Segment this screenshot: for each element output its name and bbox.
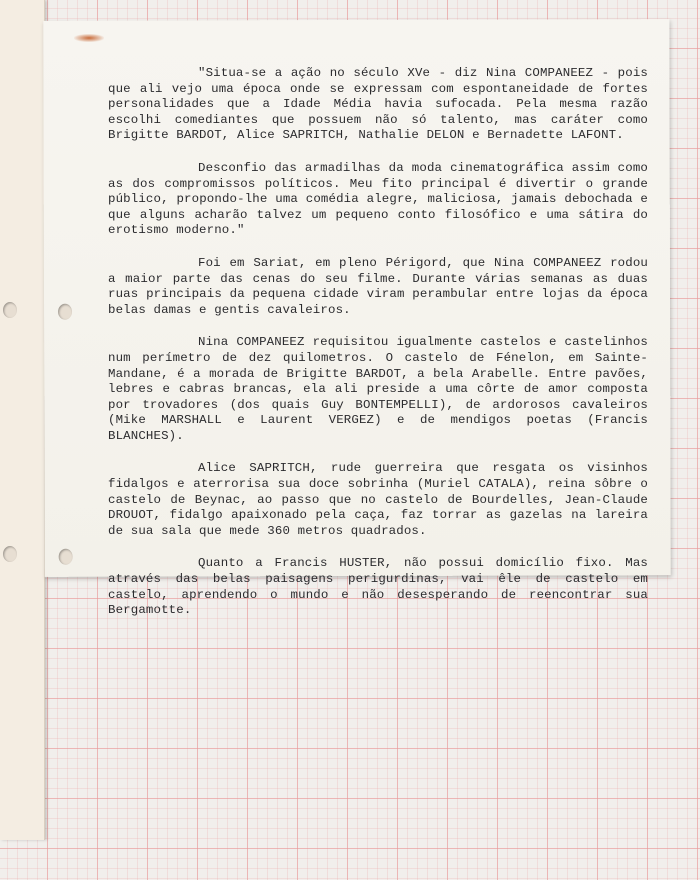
typewritten-text: [108, 66, 648, 636]
paragraph-1: [108, 66, 648, 144]
punch-hole: [3, 546, 17, 562]
paragraph-6: [108, 556, 648, 618]
punch-hole: [59, 549, 73, 565]
paragraph-5: [108, 461, 648, 539]
punch-hole: [3, 302, 17, 318]
rust-mark: [74, 34, 104, 42]
punch-hole: [58, 304, 72, 320]
paragraph-3: [108, 256, 648, 318]
paragraph-text: Foi em Sariat, em pleno Périgord, que Nina COMPANEEZ rodou a maior parte das cenas do seu filme. Durante várias semanas as duas ruas principais da pequena cidade viram perambular entre lojas da época belas damas e gentis cavaleiros.: [108, 255, 648, 317]
paragraph-text: Alice SAPRITCH, rude guerreira que resgata os visinhos fidalgos e aterrorisa sua doce sobrinha (Muriel CATALA), reina sôbre o castelo de Beynac, ao passo que no castelo de Bourdelles, Jean-Claude DROUOT, fidalgo apaixonado pela caça, faz torrar as gazelas na lareira de sua sala que mede 360 metros quadrados.: [108, 461, 648, 538]
paragraph-text: Desconfio das armadilhas da moda cinematográfica assim como as dos compromissos políticos. Meu fito principal é divertir o grande público, propondo-lhe uma comédia alegre, maliciosa, jamais debochada e que alguns acharão talvez um pequeno conto filosófico e uma sátira do erotismo moderno.": [108, 160, 648, 238]
paragraph-text: "Situa-se a ação no século XVe - diz Nina COMPANEEZ - pois que ali vejo uma época onde se expressam com espontaneidade de fortes personalidades que a Idade Média havia sufocada. Pela mesma razão escolhi comediantes que possuem não só talento, mas caráter como Brigitte BARDOT, Alice SAPRITCH, Nathalie DELON e Bernadette LAFONT.: [108, 66, 648, 143]
left-paper-sheet: [0, 0, 45, 840]
paragraph-text: Nina COMPANEEZ requisitou igualmente castelos e castelinhos num perímetro de dez quilometros. O castelo de Fénelon, em Sainte-Mandane, é a morada de Brigitte BARDOT, a bela Arabelle. Entre pavões, lebres e cabras brancas, ela ali preside a uma côrte de amor composta por trovadores (dos quais Guy BONTEMPELLI), de ardorosos cavaleiros (Mike MARSHALL e Laurent VERGEZ) e de mendigos poetas (Francis BLANCHES).: [108, 335, 648, 443]
paragraph-2: [108, 161, 648, 239]
paragraph-4: [108, 335, 648, 444]
paragraph-text: Quanto a Francis HUSTER, não possui domicílio fixo. Mas através das belas paisagens perigurdinas, vai êle de castelo em castelo, aprendendo o mundo e não desesperando de reencontrar sua Bergamotte.: [108, 556, 648, 618]
